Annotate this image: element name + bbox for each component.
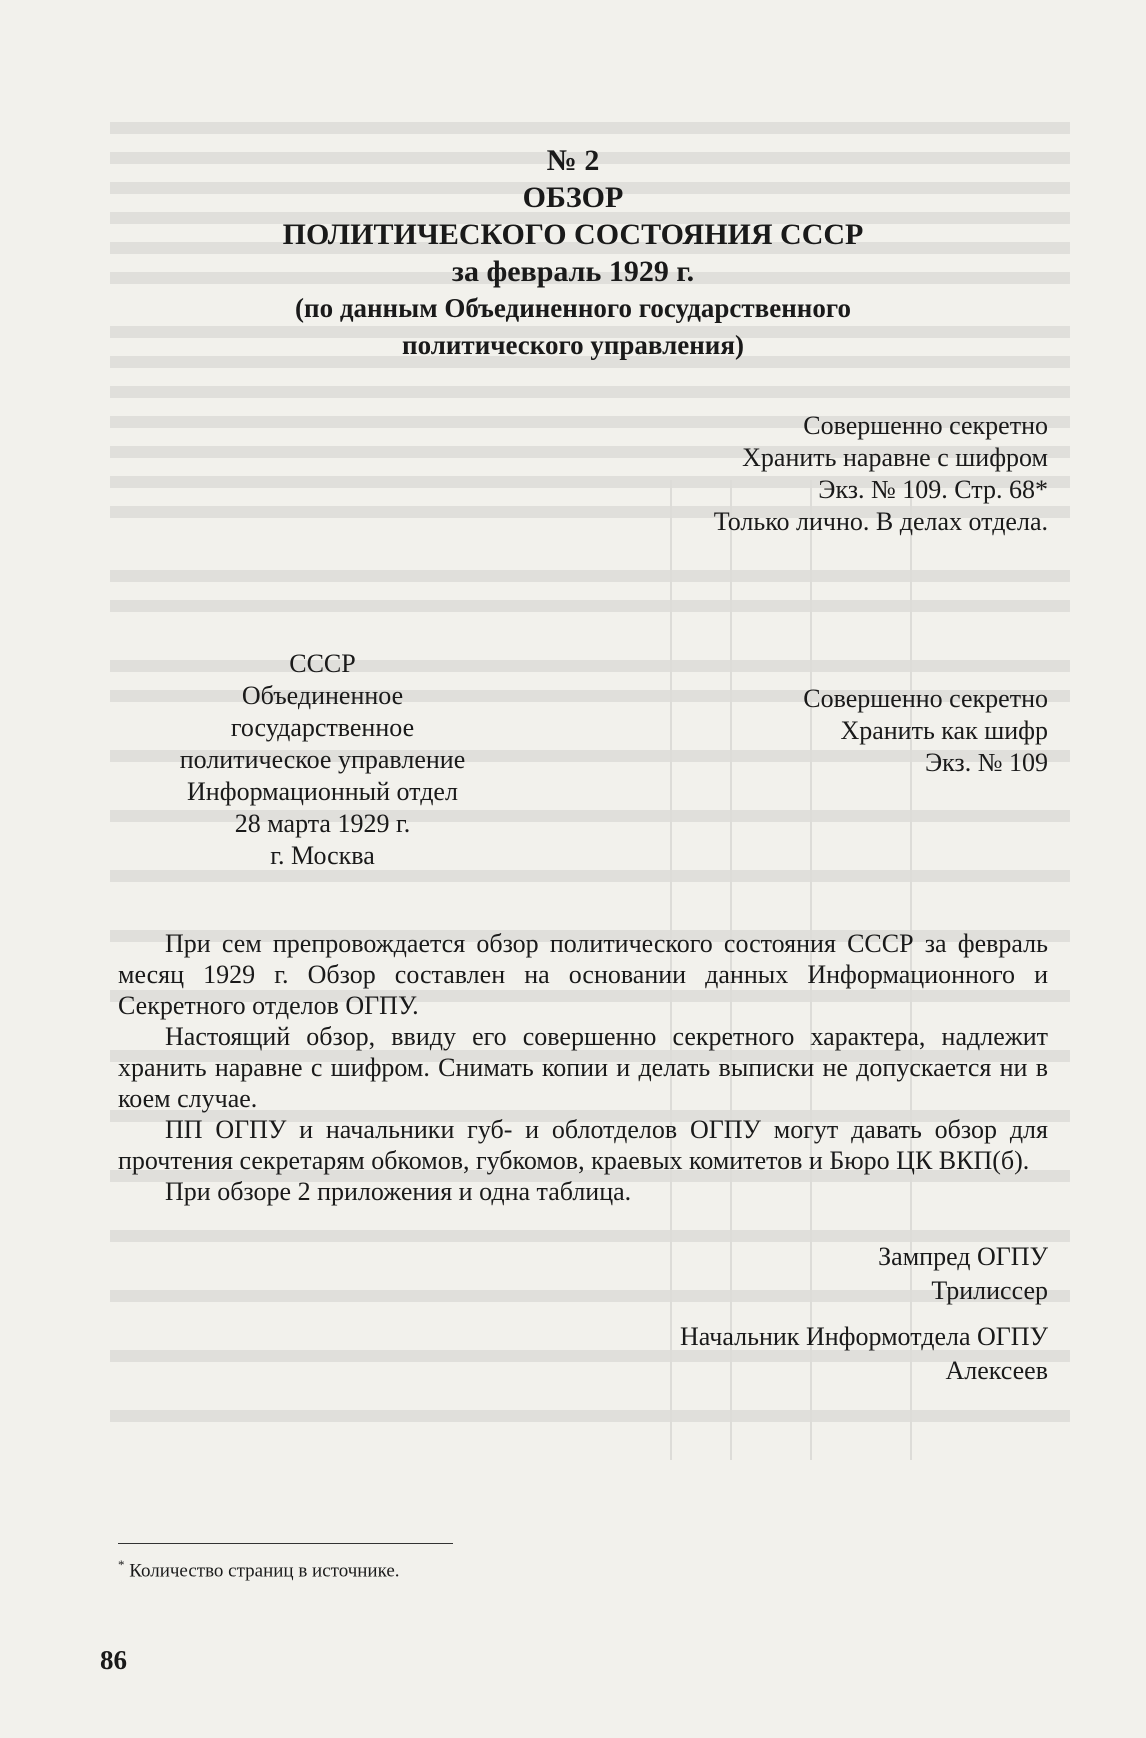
document-title-source-cont: политического управления) [402, 330, 744, 360]
footnote [118, 1557, 400, 1582]
signatory-title: Начальник Информотдела ОГПУ [680, 1322, 1048, 1351]
signatory-title: Зампред ОГПУ [878, 1242, 1048, 1271]
org-line: Информационный отдел [187, 777, 458, 806]
paragraph: Настоящий обзор, ввиду его совершенно секретного характера, надлежит хранить наравне с шифром. Снимать копии и делать выписки не допускается ни в коем случае. [118, 1022, 1048, 1113]
footnote-divider [118, 1543, 453, 1544]
org-line: политическое управление [179, 745, 466, 774]
classification-line: Хранить как шифр [840, 716, 1048, 745]
document-place: г. Москва [270, 841, 375, 870]
paragraph: При сем препровождается обзор политического состояния СССР за февраль месяц 1929 г. Обзор составлен на основании данных Информационного и Секретного отделов ОГПУ. [118, 929, 1048, 1020]
classification-line: Экз. № 109. Стр. 68* [818, 475, 1048, 504]
classification-line: Хранить наравне с шифром [742, 443, 1048, 472]
org-line: СССР [289, 649, 356, 678]
classification-line: Совершенно секретно [803, 684, 1048, 713]
classification-line: Только лично. В делах отдела. [713, 507, 1048, 536]
signatory-name: Алексеев [945, 1356, 1048, 1385]
paragraph: ПП ОГПУ и начальники губ- и облотделов ОГПУ могут давать обзор для прочтения секретарям обкомов, губкомов, краевых комитетов и Бюро ЦК ВКП(б). [118, 1115, 1048, 1175]
document-number: № 2 [546, 144, 600, 177]
document-title: ОБЗОР [522, 181, 624, 214]
document-title-block [0, 142, 1146, 364]
document-title-period: за февраль 1929 г. [451, 255, 695, 288]
document-title-subject: ПОЛИТИЧЕСКОГО СОСТОЯНИЯ СССР [282, 218, 864, 251]
document-date: 28 марта 1929 г. [234, 809, 411, 838]
body-text [118, 928, 1048, 1207]
classification-stamp-right [803, 683, 1048, 779]
classification-line: Экз. № 109 [924, 748, 1048, 777]
page-number: 86 [100, 1645, 127, 1675]
classification-line: Совершенно секретно [803, 411, 1048, 440]
footnote-mark: * [118, 1557, 125, 1572]
footnote-text: Количество страниц в источнике. [129, 1560, 400, 1582]
signatory-name: Трилиссер [931, 1276, 1048, 1305]
org-line: Объединенное государственное [230, 681, 415, 742]
signature-block [680, 1240, 1048, 1388]
document-title-source: (по данным Объединенного государственного [295, 293, 851, 323]
paragraph: При обзоре 2 приложения и одна таблица. [165, 1177, 632, 1206]
issuing-organization [150, 648, 495, 872]
classification-stamp-top [714, 410, 1048, 538]
